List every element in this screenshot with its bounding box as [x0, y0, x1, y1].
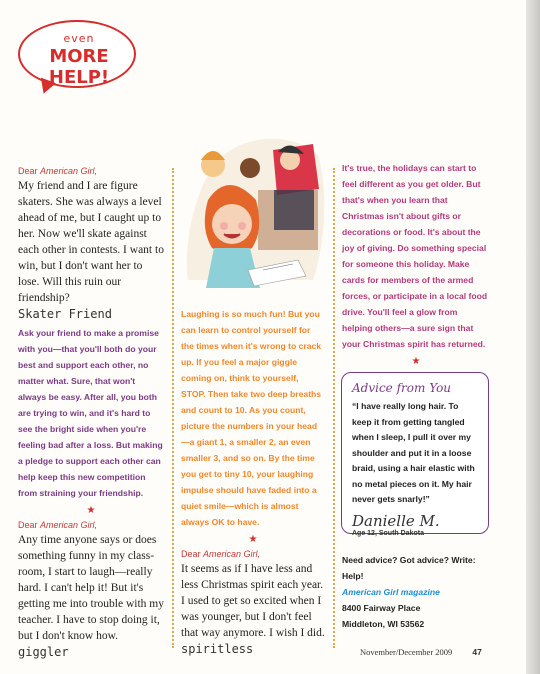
column-divider — [172, 168, 174, 648]
answer-skater: Ask your friend to make a promise with you—that you'll both do your best and support each other, no matter what. Sure, that won't always be easy. After all, you both are trying to win, and it's hard to see the bright side when you're feeling bad after a loss. But making a pledge to support each other can help keep this new competition from straining your friendship. — [18, 328, 163, 498]
answer-spiritless: It's true, the holidays can start to feel different as you get older. But that's when you learn that Christmas isn't about gifts or decorations or food. It's about the joy of giving. Do something special for someone this holiday. Make cards for members of the armed forces, or participate in a local food drive. You'll feel a glow from helping others—a sure sign that your Christmas spirit has returned. — [342, 163, 488, 349]
column-right — [342, 160, 490, 371]
salutation: Dear American Girl, — [181, 549, 261, 559]
contact-line: Need advice? Got advice? Write: — [342, 555, 476, 565]
letter-skater: My friend and I are figure skaters. She was always a level ahead of me, but I caught up to her. Now we'll skate against each other in contests. I want to win, but I don't want her to lose. Will this ruin our friendship? — [18, 180, 164, 304]
laughing-girl-illustration — [178, 130, 328, 308]
star-divider-icon: ★ — [86, 505, 96, 516]
page-edge — [526, 0, 540, 674]
advice-author-name: Danielle M. — [352, 511, 440, 530]
star-divider-icon: ★ — [411, 356, 421, 367]
advice-quote: “I have really long hair. To keep it from getting tangled when I sleep, I pull it over my shoulder and put it in a loose braid, using a hair elastic with no metal pieces on it. My hair never gets snarly!” — [352, 401, 475, 504]
contact-line: Help! — [342, 571, 364, 581]
contact-info — [342, 552, 492, 632]
column-divider — [333, 168, 335, 648]
signature-skater: Skater Friend — [18, 307, 112, 321]
answer-giggler: Laughing is so much fun! But you can learn to control yourself for the times when it's wrong to crack up. If you feel a major giggle coming on, think to yourself, STOP. Then take two deep breaths and count to 10. As you count, picture the numbers in your head—a giant 1, a smaller 2, an even smaller 3, and so on. By the time you get to tiny 10, your laughing impulse should have faded into a quiet smile—which is almost always OK to have. — [181, 309, 322, 527]
advice-author-age: Age 12, South Dakota — [352, 529, 424, 537]
column-left — [18, 166, 164, 663]
page-number: 47 — [472, 647, 482, 657]
signature-giggler: giggler — [18, 645, 69, 659]
page-footer — [360, 647, 510, 657]
advice-title: Advice from You — [352, 381, 452, 395]
salutation: Dear American Girl, — [18, 166, 98, 176]
signature-spiritless: spiritless — [181, 642, 254, 656]
address-line: 8400 Fairway Place — [342, 603, 421, 613]
star-divider-icon: ★ — [248, 534, 258, 545]
letter-spiritless: It seems as if I have less and less Christmas spirit each year. I used to get so excited when I was younger, but I don't feel that way anymore. I wish I did. — [181, 563, 325, 639]
issue-date: November/December 2009 — [360, 647, 453, 657]
more-help-bubble — [18, 20, 136, 88]
advice-from-you-box — [341, 372, 489, 537]
address-line: Middleton, WI 53562 — [342, 619, 425, 629]
column-middle — [181, 306, 325, 660]
bubble-title: MORE HELP! — [48, 46, 110, 88]
bubble-even-text: even — [63, 32, 95, 45]
letter-giggler: Any time anyone says or does something funny in my class-room, I start to laugh—really hard. I can't help it! But it's getting me into trouble with my teacher. I have to stop doing it, but I don't know how. — [18, 534, 164, 642]
salutation: Dear American Girl, — [18, 520, 98, 530]
magazine-name: American Girl magazine — [342, 587, 440, 597]
